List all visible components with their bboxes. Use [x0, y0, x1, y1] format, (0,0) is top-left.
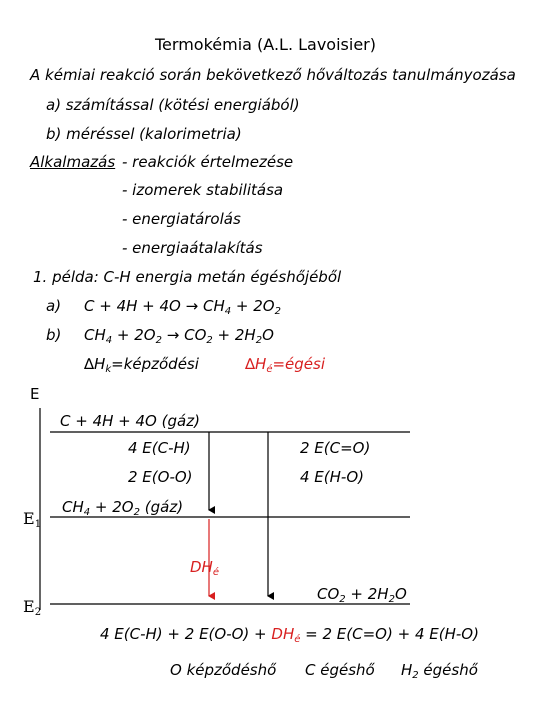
footer-h-label: $H_2$ égéshő — [401, 661, 478, 681]
delta-h-formation: $\Delta H_k=képződési$ — [84, 355, 199, 375]
equation-a: $C + 4H + 4O \to CH_4 + 2O_2$ — [84, 297, 281, 317]
application-item: - izomerek stabilitása — [122, 181, 284, 199]
application-item: - energiatárolás — [122, 210, 241, 228]
page-title: Termokémia (A.L. Lavoisier) — [155, 35, 376, 54]
arrow-right-icon: → — [185, 297, 199, 315]
footer-o-label: O képződéshő — [170, 661, 277, 679]
footer-c-label: C égéshő — [305, 661, 375, 679]
delta-h-combustion: $\Delta H_é=égési$ — [245, 355, 326, 375]
equation-b: $CH_4 + 2O_2 \to CO_2 + 2H_2O$ — [84, 326, 274, 346]
applications-heading: Alkalmazás — [30, 153, 116, 171]
method-b: b) méréssel (kalorimetria) — [46, 125, 242, 143]
application-item: - reakciók értelmezése — [122, 153, 294, 171]
summary-equation: 4 E(C-H) + 2 $E(O-O) + DH_é = 2$ E(C=O) + 4 E(H-O) — [100, 625, 479, 645]
dh-label: $DH_é$ — [190, 558, 219, 578]
equation-a-label: a) — [46, 297, 62, 315]
bond-ho-label: 4 E(H-O) — [300, 468, 364, 486]
intro-text: A kémiai reakció során bekövetkező hőváltozás tanulmányozása — [30, 66, 516, 84]
bond-co-label: 2 E(C=O) — [300, 439, 371, 457]
mid-level-label: $CH_4 + 2O_2$ (gáz) — [62, 498, 184, 518]
method-a: a) számítással (kötési energiából) — [46, 96, 300, 114]
e1-label: $E_1$ — [23, 509, 42, 530]
bottom-level-label: $CO_2 + 2H_2O$ — [317, 585, 407, 605]
bond-oo-label: 2 E(O-O) — [128, 468, 193, 486]
bond-ch-label: 4 E(C-H) — [128, 439, 191, 457]
equation-b-label: b) — [46, 326, 62, 344]
application-item: - energiaátalakítás — [122, 239, 263, 257]
arrow-right-icon: → — [166, 326, 180, 344]
energy-axis-label: E — [30, 385, 40, 403]
e2-label: $E_2$ — [23, 597, 42, 618]
top-level-label: C + 4H + 4O (gáz) — [60, 412, 200, 430]
example-heading: 1. példa: C-H energia metán égéshőjéből — [33, 268, 342, 286]
